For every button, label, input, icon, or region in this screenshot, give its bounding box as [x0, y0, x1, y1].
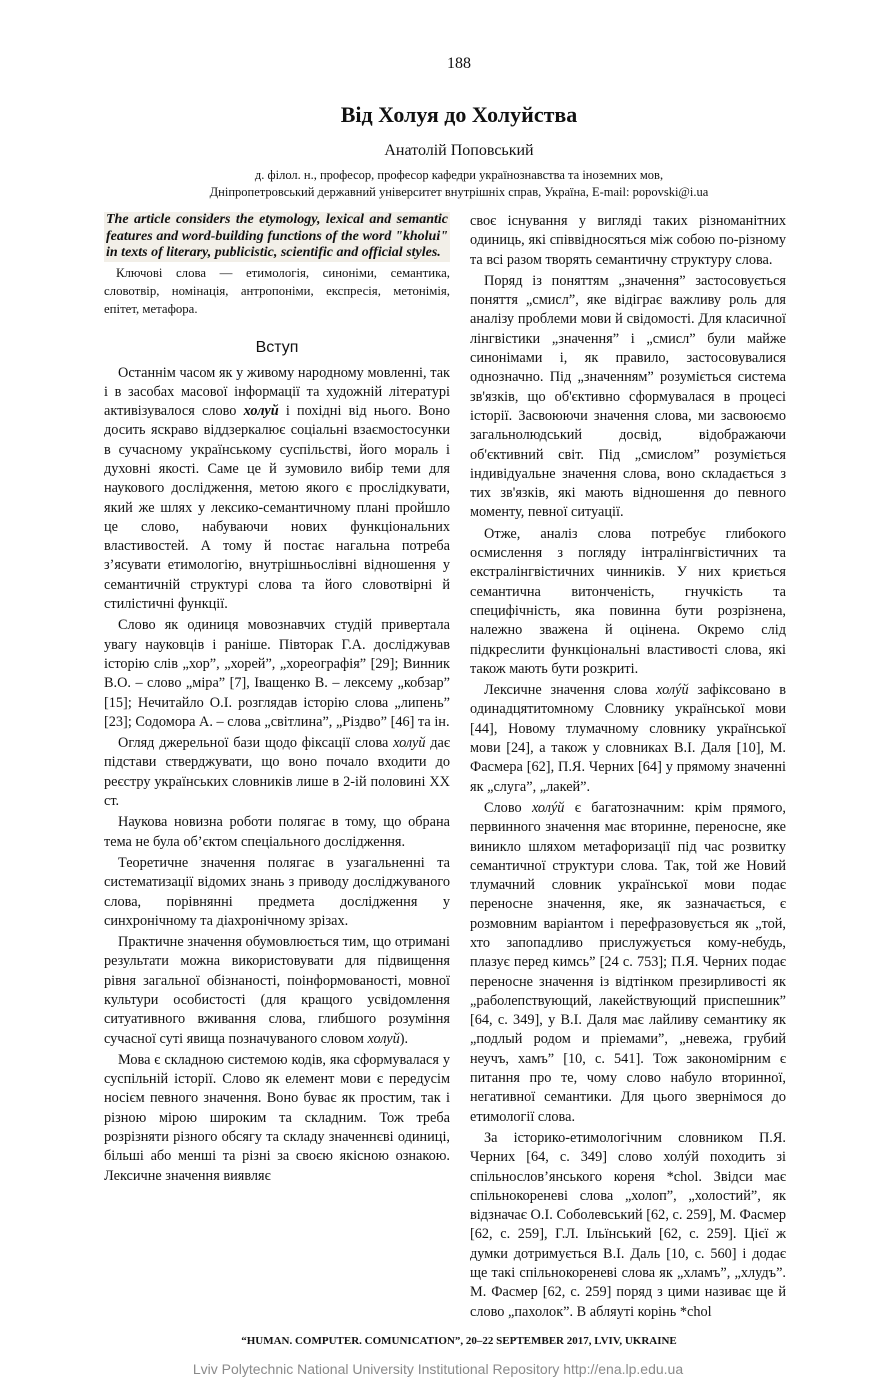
affiliation-line: Дніпропетровський державний університет внутрішніх справ, Україна, E-mail: popovski@i.ua	[209, 185, 709, 199]
left-column	[104, 212, 450, 1188]
paragraph-text: За історико-етимологічним словником П.Я. Черних [64, с. 349] слово холýй походить зі спільнослов’янського кореня *chol. Звідси має спільнокореневі слова „холоп”, „холостий”, як відзначає О.І. Соболевський [62, с. 259], М. Фасмер [62, с. 259], Г.Л. Ільїнський [62, с. 259]. Цієї ж думки дотримується В.І. Даль [10, с. 560] і додає ще такі спільнокореневі слова як „хламъ”, „хлудъ”. М. Фасмер [62, с. 259] поряд з цими називає ще й слово „пахолок”. В абляуті корінь *chol	[470, 1129, 786, 1320]
paragraph-text: і похідні від нього. Воно досить яскраво віддзеркалює соціальні взаємостосунки в сучасному українському суспільстві, його мораль і духовні якості. Саме це й зумовило вибір теми для наукового дослідження, метою якого є прослідкувати, який же шлях у лексико-семантичному плані пройшло це слово, набуваючи нових функціональних властивостей. А тому й постає нагальна потреба з’ясувати етимологію, внутрішньослівні відношення у семантичній структурі слова та його словотвірні й стилістичні функції.	[104, 403, 450, 613]
repository-watermark: Lviv Polytechnic National University Institutional Repository http://ena.lp.edu.ua	[192, 1361, 684, 1377]
paragraph-text: Практичне значення обумовлюється тим, що отримані результати можна використовувати для підвищення рівня загальної обізнаності, поінформованості, мовної культури особистості (для кращого усвідомлення ситуативного вживання слова, глибшого розуміння сучасної суті явища позначуваного словом	[104, 934, 450, 1047]
paragraph-text: Огляд джерельної бази щодо фіксації слова	[118, 735, 394, 752]
emphasized-term: холуй	[393, 735, 426, 752]
section-heading-intro: Вступ	[255, 338, 299, 356]
body-paragraph	[470, 1129, 786, 1322]
paragraph-text: Теоретичне значення полягає в узагальненні та систематизації відомих знань з приводу досліджуваного слова, порівнянні предмета дослідження у синхронічному та діахронічному зрізах.	[104, 854, 450, 929]
body-paragraph	[104, 364, 450, 615]
article-title: Від Холуя до Холуйства	[340, 102, 578, 127]
conference-footer: “HUMAN. COMPUTER. COMUNICATION”, 20–22 SEPTEMBER 2017, LVIV, UKRAINE	[241, 1335, 677, 1347]
author-affiliation	[0, 167, 876, 201]
paragraph-text: Слово як одиниця мовознавчих студій привертала увагу науковців і раніше. Півторак Г.А. досліджував історію слів „хор”, „хорей”, „хореографія” [29]; Винник В.О. – слово „міра” [7], Іващенко В. – лексему „кобзар” [15]; Нечитайло О.І. розглядав історію слова „липень” [23]; Содомора А. – слова „світлина”, „Різдво” [46] та ін.	[104, 617, 450, 730]
right-body	[470, 212, 786, 1322]
paragraph-text: Останнім часом як у живому народному мовленні, так і в засобах масової інформації та художній літературі активізувалося слово	[104, 364, 450, 420]
emphasized-term: холуй	[243, 403, 279, 420]
body-paragraph	[104, 616, 450, 732]
paragraph-text: своє існування у вигляді таких різноманітних одиниць, які співвідносяться між собою по-різному та всі разом творять семантичну структуру слова.	[470, 213, 786, 268]
body-paragraph	[104, 734, 450, 811]
author-name: Анатолій Поповський	[384, 142, 534, 159]
paragraph-text: зафіксовано в одинадцятитомному Словнику української мови [44], Новому тлумачному словнику української мови [24], а також у словниках В.І. Даля [10], М. Фасмера [62], П.Я. Черних [64] у прямому значенні як „слуга”, „лакей”.	[470, 682, 786, 795]
affiliation-line: д. філол. н., професор, професор кафедри українознавства та іноземних мов,	[254, 168, 664, 182]
body-paragraph	[470, 799, 786, 1127]
paragraph-text: Наукова новизна роботи полягає в тому, що обрана тема не була об’єктом спеціального дослідження.	[104, 814, 450, 850]
paragraph-text: є багатозначним: крім прямого, первинного значення має вторинне, переносне, яке виникло шляхом метафоризації під час розвитку семантичної структури слова. Так, той же Новий тлумачний словник української мови подає переносне значення, яке, як зазначається, є розмовним варіантом і перефразовується як „той, хто запопадливо прислужується кому-небудь, плазує перед кимсь” [24 с. 753]; П.Я. Черних подає переносне значення із відтінком презирливості як „раболепствующий, лакействующий приспешник” [64, с. 349], у В.І. Даля має лайливу семантику як „подлый родом и пріемами”, „невежа, грубий неучъ, хамъ” [10, с. 541]. Тож закономірним є питання про те, чому слово набуло вторинної, негативної семантики. Для цього звернімося до етимології слова.	[470, 799, 786, 1125]
abstract: The article considers the etymology, lexical and semantic features and word-building functions of the word "kholui" in texts of literary, publicistic, scientific and official styles.	[106, 212, 448, 260]
paragraph-text: Поряд із поняттям „значення” застосовується поняття „смисл”, яке відіграє важливу роль для аналізу проблеми мови й свідомості. Для класичної лінгвістики „значення” і „смисл” були майже синонімами і, як правило, застосовувалися однозначно. Під „значенням” розуміється система зв'язків, що об'єктивно сформувалася в процесі історії. Засвоюючи значення слова, ми засвоюємо загальнолюдський досвід, відображаючи об'єктивний світ. Під „смислом” розуміється індивідуальне значення слова, воно складається з тих зв'язків, які мають відношення до певного моменту, певної ситуації.	[470, 272, 786, 521]
paragraph-text: дає підстави стверджувати, що воно почало входити до реєстру українських словників лише в 2-ій половині ХХ ст.	[104, 735, 450, 810]
emphasized-term: холýй	[656, 682, 689, 699]
body-paragraph	[104, 854, 450, 931]
body-paragraph	[104, 813, 450, 852]
right-column	[470, 212, 786, 1324]
body-paragraph	[470, 525, 786, 679]
paragraph-text: Лексичне значення слова	[484, 682, 657, 699]
body-paragraph	[470, 212, 786, 270]
body-paragraph	[470, 272, 786, 523]
paragraph-text: ).	[399, 1030, 409, 1047]
page-number: 188	[447, 55, 471, 72]
left-body	[104, 364, 450, 1186]
emphasized-term: холуй	[367, 1030, 400, 1047]
keywords: Ключові слова — етимологія, синоніми, семантика, словотвір, номінація, антропоніми, експресія, метонімія, епітет, метафора.	[104, 265, 450, 316]
paragraph-text: Слово	[484, 799, 532, 816]
emphasized-term: холýй	[531, 799, 565, 816]
paragraph-text: Мова є складною системою кодів, яка сформувалася у суспільній історії. Слово як елемент мови є передусім носієм певного значення. Воно буває як простим, так і різною мірою широким та складним. Тож треба розрізняти різного обсягу та складу значеннєві одиниці, більші або менші та різні за своєю якісною ознакою. Лексичне значення виявляє	[104, 1051, 450, 1184]
body-paragraph	[104, 1051, 450, 1186]
body-paragraph	[470, 681, 786, 797]
paragraph-text: Отже, аналіз слова потребує глибокого осмислення з погляду інтралінгвістичних та екстралінгвістичних чинників. У них криється семантична витонченість, гнучкість та специфічність, яка повинна бути розрізнена, належно зважена й оцінена. Окремо слід підкреслити функціональні властивості слова, які також мають бути розкриті.	[470, 525, 786, 677]
body-paragraph	[104, 933, 450, 1049]
